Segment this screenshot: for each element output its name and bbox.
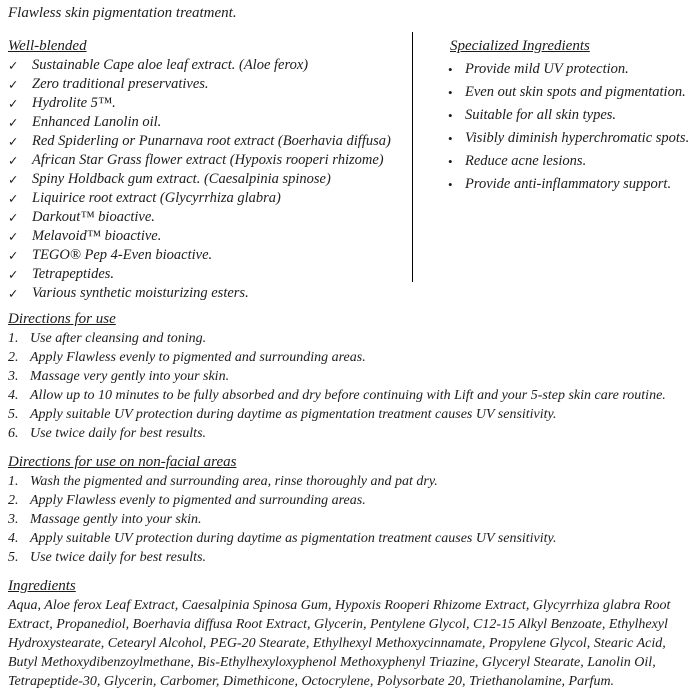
list-item [448,83,692,102]
list-item [8,75,412,94]
step-number: 6. [8,426,19,441]
bullet-icon: • [448,154,453,169]
checkmark-icon: ✓ [8,96,19,111]
two-column-section [8,37,692,303]
direction-step [8,510,692,529]
step-text: Apply Flawless evenly to pigmented and surrounding areas. [30,350,366,365]
list-item-text: Red Spiderling or Punarnava root extract (Boerhavia diffusa) [32,133,391,149]
list-item [8,151,412,170]
step-number: 2. [8,350,19,365]
list-item [8,246,412,265]
list-item-text: TEGO® Pep 4-Even bioactive. [32,247,213,263]
vertical-divider [412,32,413,282]
checkmark-icon: ✓ [8,77,19,92]
well-blended-column [8,37,412,303]
list-item [8,94,412,113]
ingredients-line: Extract, Propanediol, Boerhavia diffusa Root Extract, Glycerin, Pentylene Glycol, C12-15 Alkyl Benzoate, Ethylhexyl [8,617,668,632]
list-item [448,152,692,171]
list-item-text: Sustainable Cape aloe leaf extract. (Aloe ferox) [32,57,309,73]
step-text: Allow up to 10 minutes to be fully absorbed and dry before continuing with Lift and your 5-step skin care routine. [30,388,666,403]
direction-step [8,529,692,548]
step-text: Use after cleansing and toning. [30,331,207,346]
specialized-ingredients-heading: Specialized Ingredients [450,38,590,54]
checkmark-icon: ✓ [8,134,19,149]
step-text: Apply Flawless evenly to pigmented and surrounding areas. [30,493,366,508]
bullet-icon: • [448,85,453,100]
step-number: 2. [8,493,19,508]
list-item-text: Provide mild UV protection. [465,61,629,77]
directions-for-use-list [8,329,692,443]
step-number: 3. [8,512,19,527]
page-title: Flawless skin pigmentation treatment. [8,5,237,21]
directions-non-facial-heading: Directions for use on non-facial areas [8,454,237,470]
list-item-text: Reduce acne lesions. [465,153,587,169]
ingredients-line: Butyl Methoxydibenzoylmethane, Bis-Ethylhexyloxyphenol Methoxyphenyl Triazine, Glyceryl Stearate, Lanolin Oil, [8,655,656,670]
list-item-text: African Star Grass flower extract (Hypoxis rooperi rhizome) [32,152,384,168]
checkmark-icon: ✓ [8,286,19,301]
direction-step [8,548,692,567]
checkmark-icon: ✓ [8,153,19,168]
step-text: Wash the pigmented and surrounding area, rinse thoroughly and pat dry. [30,474,438,489]
step-text: Apply suitable UV protection during daytime as pigmentation treatment causes UV sensitivity. [30,531,557,546]
list-item-text: Liquirice root extract (Glycyrrhiza glabra) [32,190,281,206]
direction-step [8,424,692,443]
list-item [8,208,412,227]
ingredients-line: Tetrapeptide-30, Glycerin, Carbomer, Dimethicone, Octocrylene, Polysorbate 20, Triethanolamine, Parfum. [8,674,615,689]
step-number: 4. [8,388,19,403]
ingredients-heading: Ingredients [8,578,76,594]
ingredients-line: Hydroxystearate, Cetearyl Alcohol, PEG-20 Stearate, Ethylhexyl Methoxycinnamate, Propylene Glycol, Stearic Acid, [8,636,666,651]
step-text: Use twice daily for best results. [30,550,207,565]
ingredients-paragraph [8,596,692,691]
well-blended-heading: Well-blended [8,38,87,54]
list-item [8,113,412,132]
list-item [8,284,412,303]
list-item-text: Spiny Holdback gum extract. (Caesalpinia spinose) [32,171,331,187]
checkmark-icon: ✓ [8,58,19,73]
list-item [448,106,692,125]
direction-step [8,348,692,367]
list-item-text: Hydrolite 5™. [32,95,116,111]
specialized-ingredients-column [412,37,692,303]
list-item-text: Suitable for all skin types. [465,107,617,123]
bullet-icon: • [448,108,453,123]
list-item [448,175,692,194]
step-text: Use twice daily for best results. [30,426,207,441]
list-item-text: Tetrapeptides. [32,266,115,282]
step-text: Apply suitable UV protection during daytime as pigmentation treatment causes UV sensitivity. [30,407,557,422]
step-text: Massage gently into your skin. [30,512,202,527]
list-item-text: Melavoid™ bioactive. [32,228,162,244]
list-item [8,132,412,151]
list-item [448,129,692,148]
checkmark-icon: ✓ [8,191,19,206]
direction-step [8,329,692,348]
list-item [8,170,412,189]
well-blended-list [8,56,412,303]
bullet-icon: • [448,62,453,77]
list-item-text: Various synthetic moisturizing esters. [32,285,249,301]
list-item [8,56,412,75]
step-number: 4. [8,531,19,546]
specialized-ingredients-list [448,60,692,194]
direction-step [8,386,692,405]
ingredients-line: Aqua, Aloe ferox Leaf Extract, Caesalpinia Spinosa Gum, Hypoxis Rooperi Rhizome Extract, Glycyrrhiza glabra Root [8,598,671,613]
list-item [8,227,412,246]
step-number: 3. [8,369,19,384]
step-number: 1. [8,474,19,489]
direction-step [8,405,692,424]
step-number: 5. [8,407,19,422]
step-number: 1. [8,331,19,346]
direction-step [8,472,692,491]
list-item-text: Enhanced Lanolin oil. [32,114,162,130]
direction-step [8,367,692,386]
checkmark-icon: ✓ [8,210,19,225]
directions-for-use-section [8,310,692,443]
checkmark-icon: ✓ [8,248,19,263]
list-item-text: Visibly diminish hyperchromatic spots. [465,130,690,146]
bullet-icon: • [448,131,453,146]
checkmark-icon: ✓ [8,172,19,187]
checkmark-icon: ✓ [8,229,19,244]
bullet-icon: • [448,177,453,192]
list-item-text: Zero traditional preservatives. [32,76,209,92]
step-number: 5. [8,550,19,565]
checkmark-icon: ✓ [8,267,19,282]
list-item-text: Provide anti-inflammatory support. [465,176,672,192]
ingredients-section [8,577,692,691]
list-item [448,60,692,79]
checkmark-icon: ✓ [8,115,19,130]
directions-non-facial-list [8,472,692,567]
directions-for-use-heading: Directions for use [8,311,116,327]
direction-step [8,491,692,510]
directions-non-facial-section [8,453,692,567]
step-text: Massage very gently into your skin. [30,369,230,384]
list-item-text: Darkout™ bioactive. [32,209,155,225]
list-item-text: Even out skin spots and pigmentation. [465,84,686,100]
list-item [8,265,412,284]
list-item [8,189,412,208]
